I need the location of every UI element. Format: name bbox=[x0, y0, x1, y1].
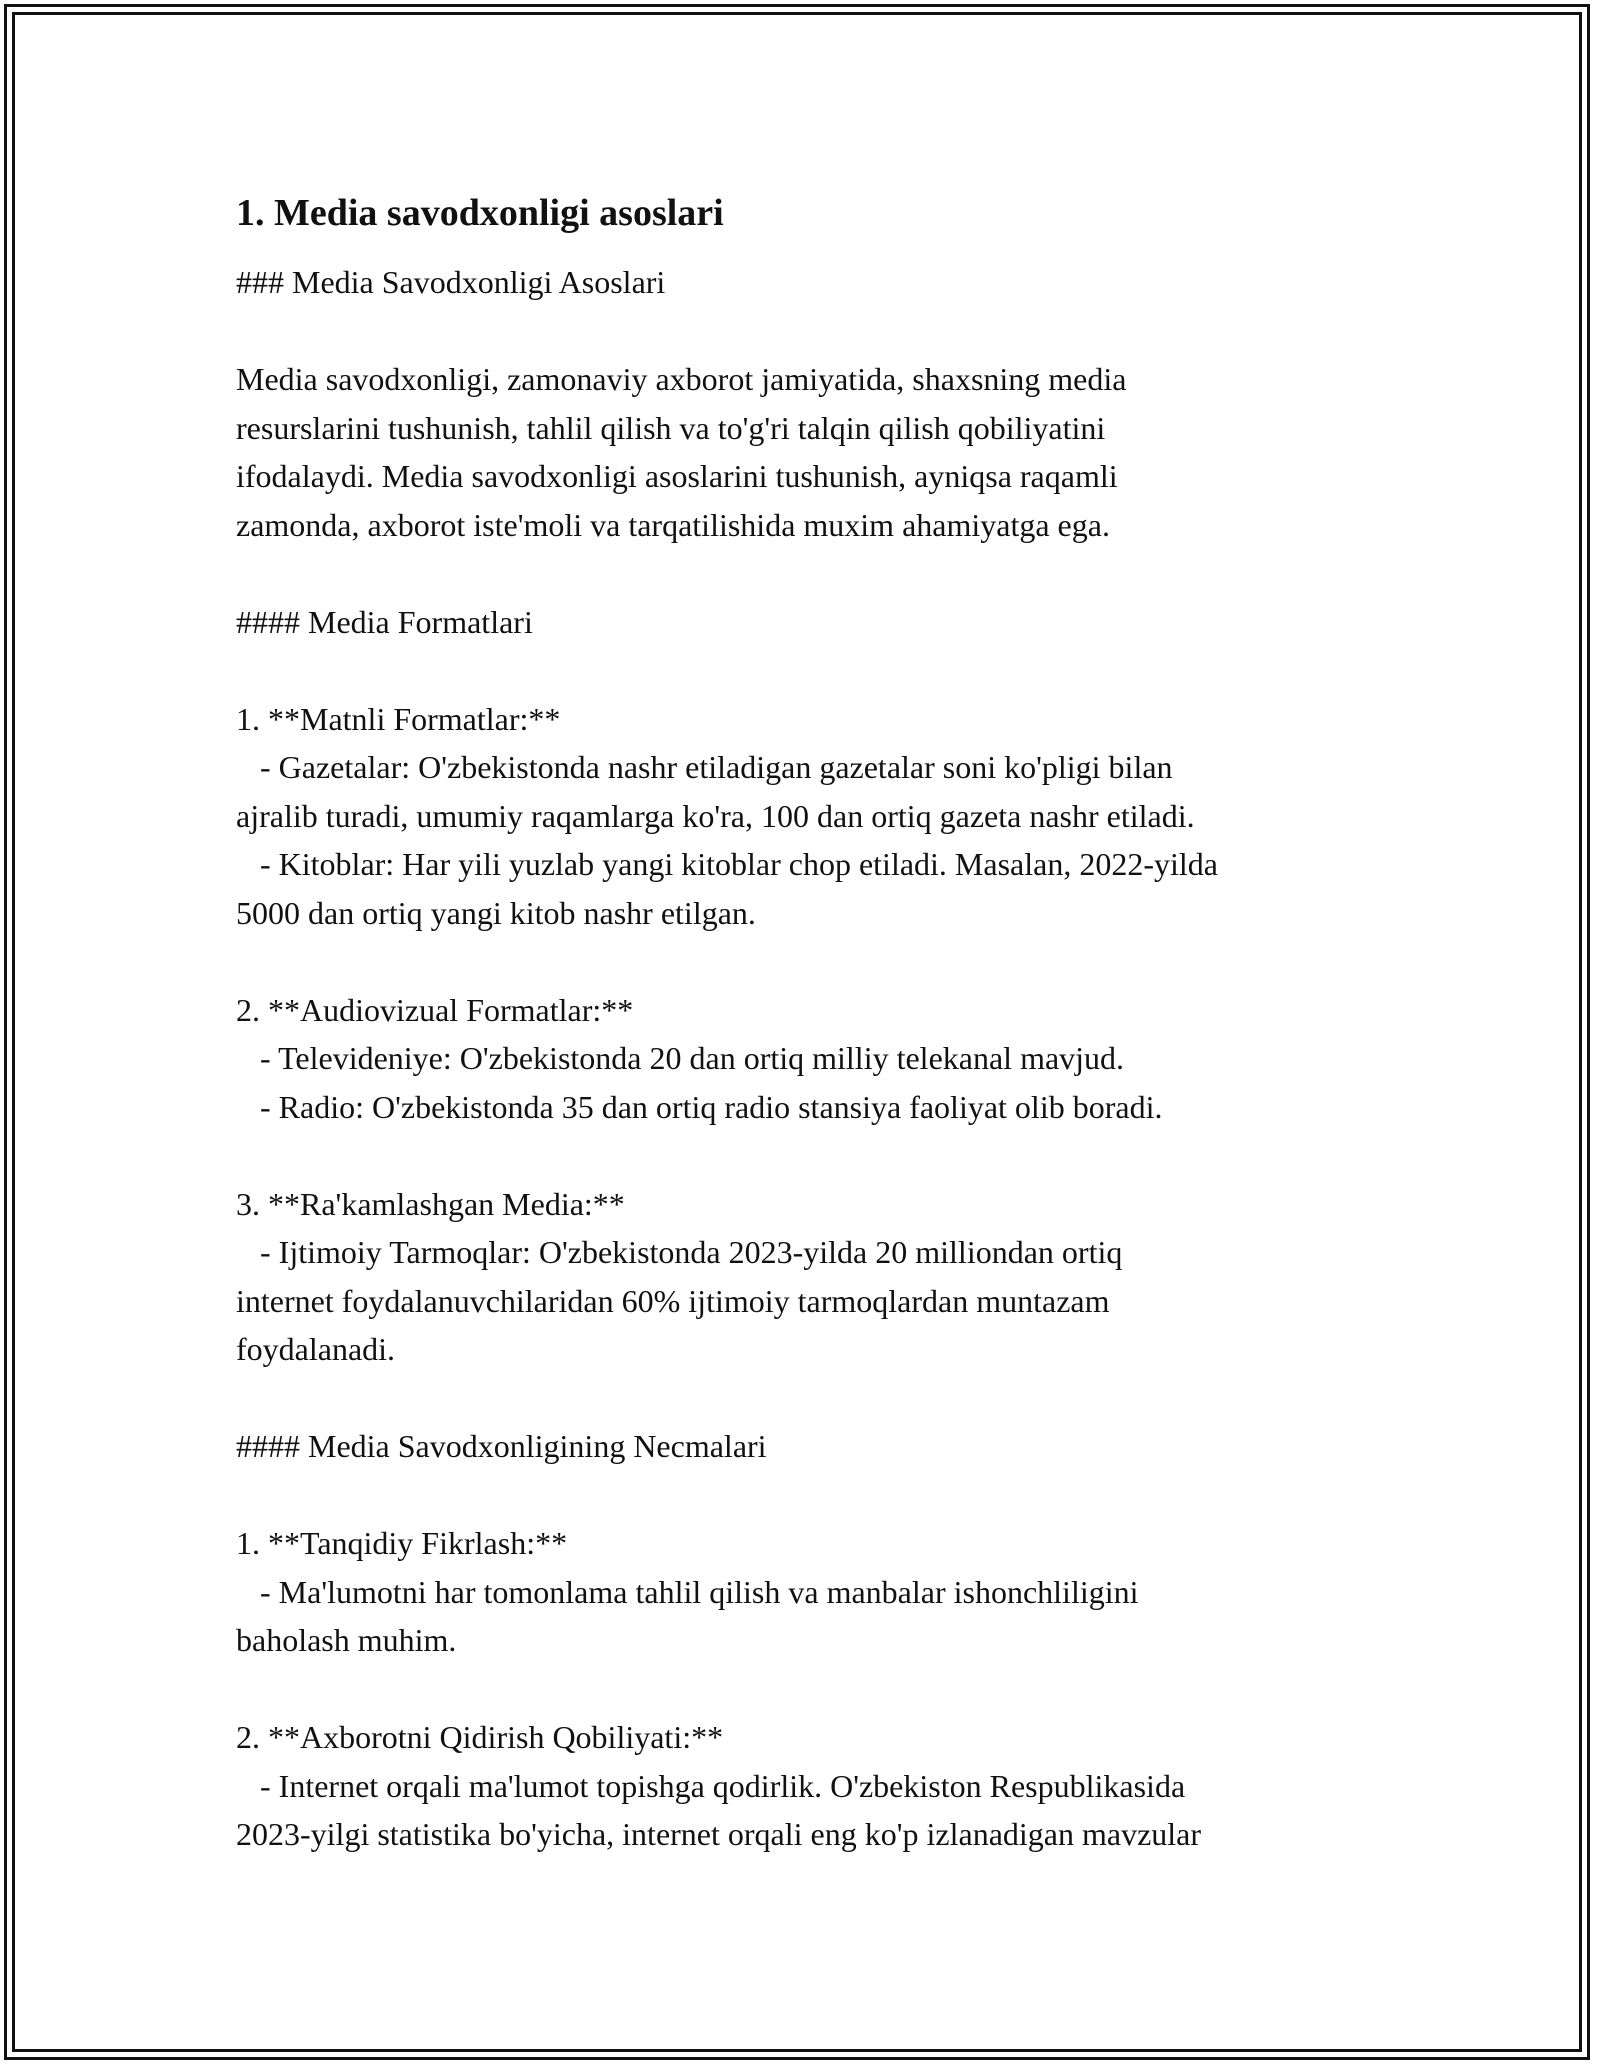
text-line: - Ma'lumotni har tomonlama tahlil qilish va manbalar ishonchliligini bbox=[236, 1573, 1139, 1610]
blank-line bbox=[236, 1131, 1396, 1180]
text-line: - Internet orqali ma'lumot topishga qodirlik. O'zbekiston Respublikasida bbox=[236, 1767, 1186, 1804]
text-line: - Televideniye: O'zbekistonda 20 dan ortiq milliy telekanal mavjud. bbox=[236, 1040, 1125, 1076]
text-line: #### Media Formatlari bbox=[236, 603, 533, 640]
blank-line bbox=[236, 646, 1396, 695]
text-line: resurslarini tushunish, tahlil qilish va to'g'ri talqin qilish qobiliyatini bbox=[236, 409, 1106, 446]
text-line: 1. **Tanqidiy Fikrlash:** bbox=[236, 1525, 568, 1561]
text-line: ### Media Savodxonligi Asoslari bbox=[236, 264, 666, 300]
blank-line bbox=[236, 549, 1396, 598]
text-line: - Radio: O'zbekistonda 35 dan ortiq radio stansiya faoliyat olib boradi. bbox=[236, 1088, 1163, 1125]
text-line: internet foydalanuvchilaridan 60% ijtimoiy tarmoqlardan muntazam bbox=[236, 1282, 1110, 1319]
text-line: #### Media Savodxonligining Necmalari bbox=[236, 1428, 767, 1464]
text-line: ifodalaydi. Media savodxonligi asoslarini tushunish, ayniqsa raqamli bbox=[236, 458, 1118, 494]
document-body bbox=[236, 188, 1396, 1859]
text-line: Media savodxonligi, zamonaviy axborot jamiyatida, shaxsning media bbox=[236, 361, 1127, 397]
text-line: zamonda, axborot iste'moli va tarqatilishida muxim ahamiyatga ega. bbox=[236, 506, 1110, 543]
text-line: - Kitoblar: Har yili yuzlab yangi kitoblar chop etiladi. Masalan, 2022-yilda bbox=[236, 846, 1218, 882]
blank-line bbox=[236, 1665, 1396, 1714]
text-block bbox=[236, 258, 1396, 1859]
page-title: 1. Media savodxonligi asoslari bbox=[236, 192, 724, 234]
text-line: ajralib turadi, umumiy raqamlarga ko'ra, 100 dan ortiq gazeta nashr etiladi. bbox=[236, 797, 1195, 834]
text-line: - Ijtimoiy Tarmoqlar: O'zbekistonda 2023-yilda 20 milliondan ortiq bbox=[236, 1234, 1123, 1270]
text-line: 2023-yilgi statistika bo'yicha, internet orqali eng ko'p izlanadigan mavzular bbox=[236, 1816, 1202, 1852]
blank-line bbox=[236, 1471, 1396, 1520]
text-line: 5000 dan ortiq yangi kitob nashr etilgan. bbox=[236, 894, 756, 931]
blank-line bbox=[236, 1374, 1396, 1423]
blank-line bbox=[236, 937, 1396, 986]
text-line: 3. **Ra'kamlashgan Media:** bbox=[236, 1185, 625, 1222]
text-line: 2. **Audiovizual Formatlar:** bbox=[236, 991, 634, 1028]
text-line: foydalanadi. bbox=[236, 1331, 396, 1367]
text-line: baholash muhim. bbox=[236, 1622, 457, 1658]
blank-line bbox=[236, 307, 1396, 356]
text-line: 2. **Axborotni Qidirish Qobiliyati:** bbox=[236, 1719, 724, 1755]
text-line: - Gazetalar: O'zbekistonda nashr etiladigan gazetalar soni ko'pligi bilan bbox=[236, 749, 1173, 785]
text-line: 1. **Matnli Formatlar:** bbox=[236, 700, 561, 737]
